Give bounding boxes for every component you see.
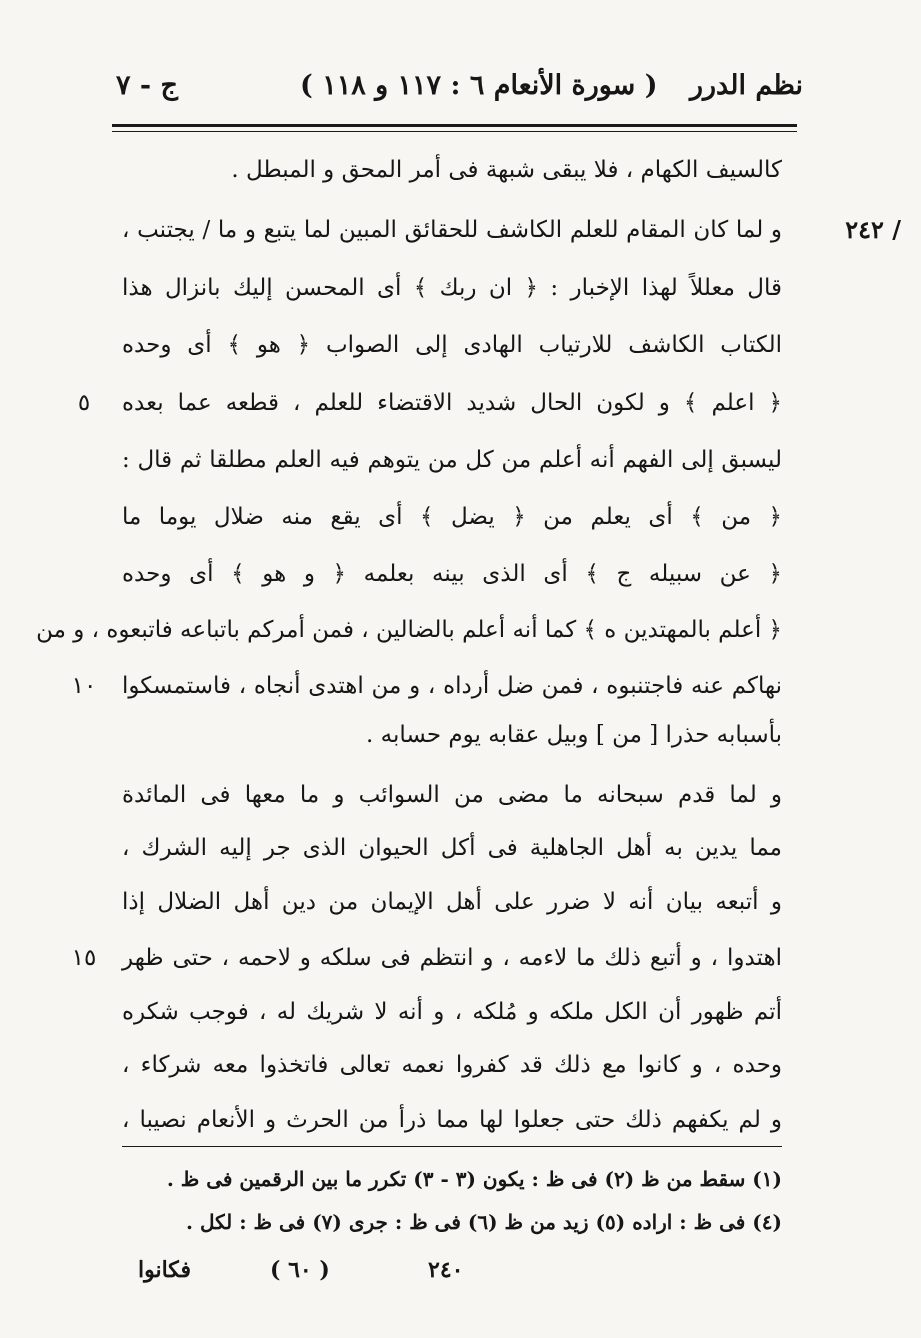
- text-line: مما يدين به أهل الجاهلية فى أكل الحيوان الذى جر إليه الشرك ،: [122, 835, 782, 861]
- text-line: ﴿ اعلم ﴾ و لكون الحال شديد الاقتضاء للعلم ، قطعه عما بعده: [122, 390, 782, 416]
- footnote-rule: [122, 1146, 782, 1147]
- text-line: ﴿ أعلم بالمهتدين ه ﴾ كما أنه أعلم بالضالين ، فمن أمركم باتباعه فاتبعوه ، و من: [36, 617, 782, 643]
- text-line: و أتبعه بيان أنه لا ضرر على أهل الإيمان من دين أهل الضلال إذا: [122, 889, 782, 915]
- catchword: فكانوا: [138, 1257, 191, 1283]
- header-rule-thin: [112, 131, 797, 132]
- text-line: ليسبق إلى الفهم أنه أعلم من كل من يتوهم فيه العلم مطلقا ثم قال :: [122, 447, 782, 473]
- text-line: ﴿ من ﴾ أى يعلم من ﴿ يضل ﴾ أى يقع منه ضلال يوما ما: [122, 504, 782, 530]
- line-number: ٥: [77, 390, 91, 416]
- line-number: ١٠: [71, 673, 97, 699]
- volume-number: ج - ٧: [116, 70, 178, 101]
- text-line: اهتدوا ، و أتبع ذلك ما لاءمه ، و انتظم فى سلكه و لاحمه ، حتى ظهر: [122, 945, 782, 971]
- text-line: أتم ظهور أن الكل ملكه و مُلكه ، و أنه لا شريك له ، فوجب شكره: [122, 999, 782, 1025]
- signature-mark: ( ٦٠ ): [270, 1257, 330, 1283]
- text-line: و لما كان المقام للعلم الكاشف للحقائق المبين لما يتبع و ما / يجتنب ،: [122, 217, 782, 243]
- text-line: كالسيف الكهام ، فلا يبقى شبهة فى أمر المحق و المبطل .: [231, 157, 782, 183]
- text-line: الكتاب الكاشف للارتياب الهادى إلى الصواب ﴿ هو ﴾ أى وحده: [122, 332, 782, 358]
- manuscript-folio-reference: ٢٤٢ /: [845, 215, 901, 244]
- text-line: قال معللاً لهذا الإخبار : ﴿ ان ربك ﴾ أى المحسن إليك بانزال هذا: [122, 275, 782, 301]
- text-line: و لم يكفهم ذلك حتى جعلوا لها مما ذرأ من الحرث و الأنعام نصيبا ،: [122, 1107, 782, 1133]
- text-line: و لما قدم سبحانه ما مضى من السوائب و ما معها فى المائدة: [122, 782, 782, 808]
- text-line: ﴿ عن سبيله ج ﴾ أى الذى بينه بعلمه ﴿ و هو ﴾ أى وحده: [122, 561, 782, 587]
- text-line: نهاكم عنه فاجتنبوه ، فمن ضل أرداه ، و من اهتدى أنجاه ، فاستمسكوا: [122, 673, 782, 699]
- text-line: وحده ، و كانوا مع ذلك قد كفروا نعمه تعالى فاتخذوا معه شركاء ،: [122, 1052, 782, 1078]
- line-number: ١٥: [71, 945, 97, 971]
- header-rule: [112, 124, 797, 127]
- running-title: نظم الدرر: [689, 70, 803, 101]
- footnote-line: (١) سقط من ظ (٢) فى ظ : يكون (٣ - ٣) تكرر ما بين الرقمين فى ظ .: [166, 1167, 782, 1191]
- surah-reference: ( سورة الأنعام ٦ : ١١٧ و ١١٨ ): [300, 70, 658, 101]
- page-number: ٢٤٠: [428, 1257, 464, 1283]
- footnote-line: (٤) فى ظ : اراده (٥) زيد من ظ (٦) فى ظ : جرى (٧) فى ظ : لكل .: [186, 1210, 782, 1234]
- text-line: بأسبابه حذرا [ من ] وبيل عقابه يوم حسابه .: [366, 722, 782, 748]
